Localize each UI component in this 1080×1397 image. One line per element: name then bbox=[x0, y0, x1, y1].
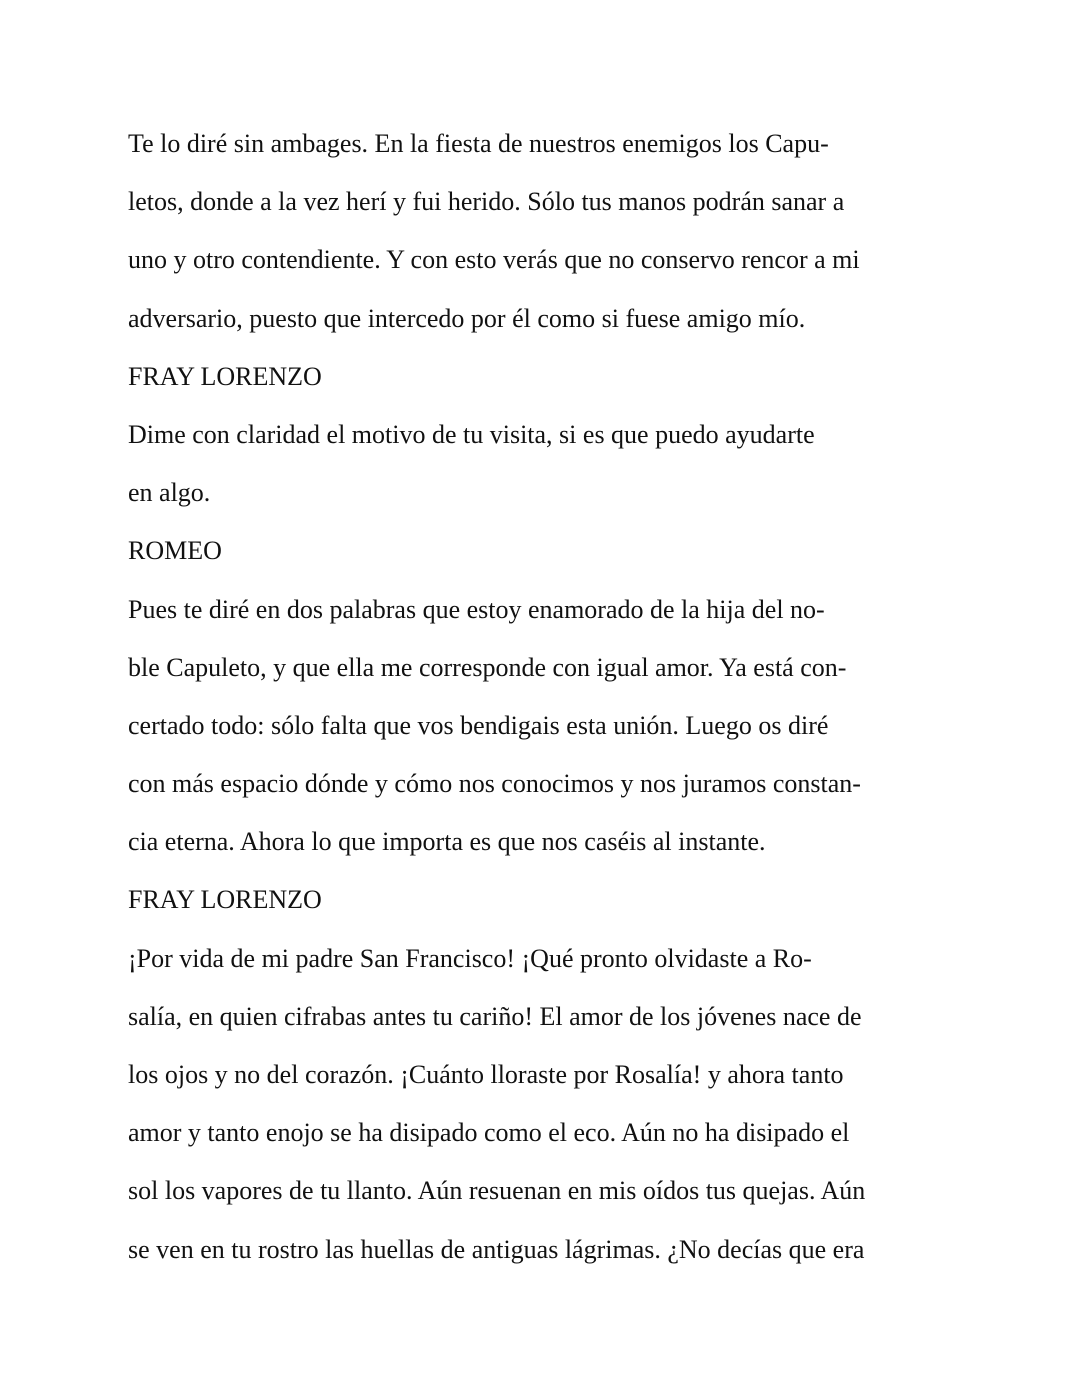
text-line: certado todo: sólo falta que vos bendigais esta unión. Luego os diré bbox=[128, 710, 829, 740]
speaker-name: FRAY LORENZO bbox=[128, 361, 322, 391]
text-line: salía, en quien cifrabas antes tu cariño! El amor de los jóvenes nace de bbox=[128, 1001, 862, 1031]
text-line: en algo. bbox=[128, 478, 211, 508]
text-line: Te lo diré sin ambages. En la fiesta de nuestros enemigos los Capu- bbox=[128, 129, 829, 158]
text-line: cia eterna. Ahora lo que importa es que nos caséis al instante. bbox=[128, 827, 766, 857]
play-text bbox=[128, 115, 928, 1279]
text-line: amor y tanto enojo se ha disipado como el eco. Aún no ha disipado el bbox=[128, 1118, 850, 1148]
text-line: se ven en tu rostro las huellas de antiguas lágrimas. ¿No decías que era bbox=[128, 1234, 865, 1264]
text-line: con más espacio dónde y cómo nos conocimos y nos juramos constan- bbox=[128, 769, 861, 799]
text-line: los ojos y no del corazón. ¡Cuánto lloraste por Rosalía! y ahora tanto bbox=[128, 1060, 844, 1089]
text-line: letos, donde a la vez herí y fui herido. Sólo tus manos podrán sanar a bbox=[128, 187, 845, 217]
text-line: ble Capuleto, y que ella me corresponde con igual amor. Ya está con- bbox=[128, 652, 847, 682]
text-line: adversario, puesto que intercedo por él como si fuese amigo mío. bbox=[128, 303, 806, 333]
speaker-name: ROMEO bbox=[128, 536, 222, 566]
text-line: ¡Por vida de mi padre San Francisco! ¡Qué pronto olvidaste a Ro- bbox=[128, 943, 812, 973]
text-line: sol los vapores de tu llanto. Aún resuenan en mis oídos tus quejas. Aún bbox=[128, 1176, 866, 1206]
text-line: uno y otro contendiente. Y con esto verás que no conservo rencor a mi bbox=[128, 245, 860, 275]
text-line: Pues te diré en dos palabras que estoy enamorado de la hija del no- bbox=[128, 594, 825, 624]
text-line: Dime con claridad el motivo de tu visita, si es que puedo ayudarte bbox=[128, 419, 815, 449]
speaker-name: FRAY LORENZO bbox=[128, 885, 322, 915]
